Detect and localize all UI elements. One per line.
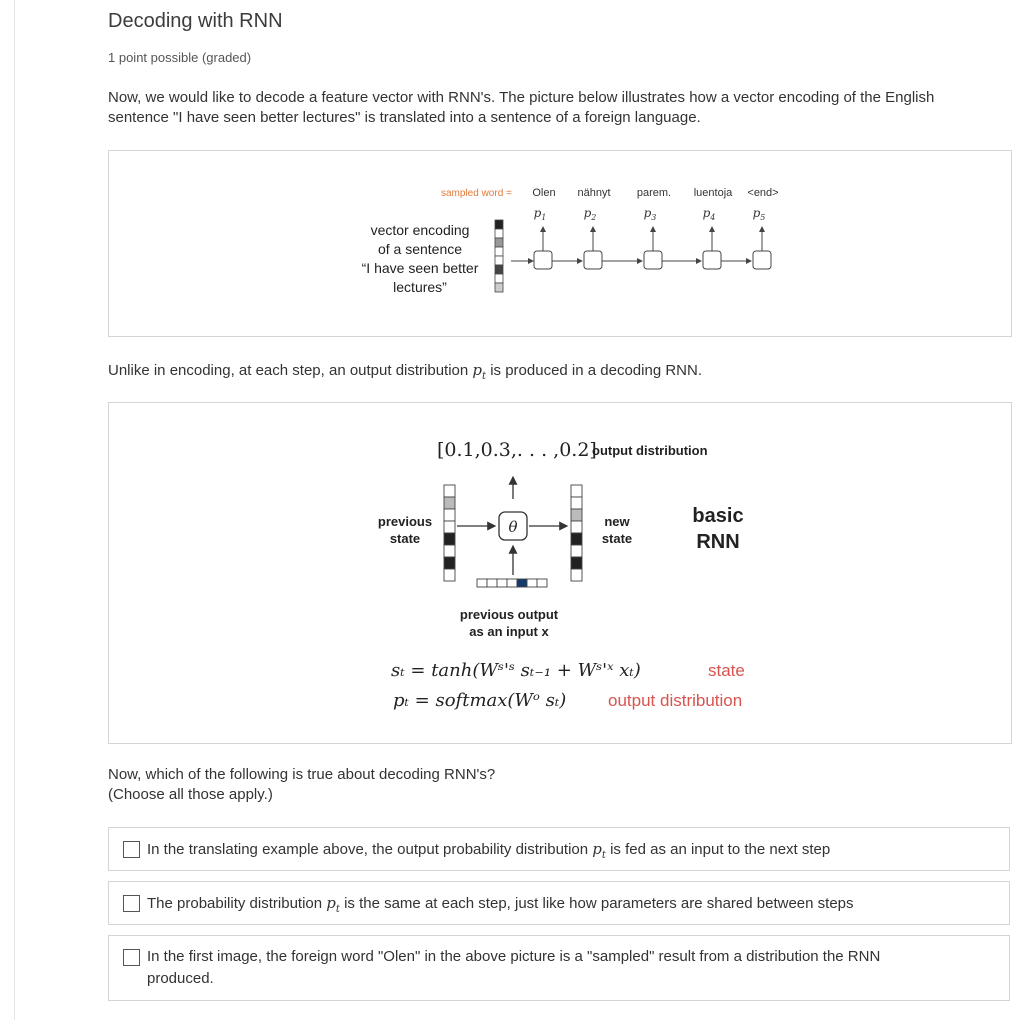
rnn-unit-4 bbox=[703, 251, 721, 269]
intro-line-2: sentence "I have seen better lectures" is translated into a sentence of a foreign language. bbox=[108, 109, 701, 126]
new-state-cell bbox=[571, 509, 582, 521]
input-vector bbox=[477, 579, 547, 587]
choice-1-text-before: In the translating example above, the output probability distribution bbox=[147, 841, 593, 858]
previous-state-cell bbox=[444, 509, 455, 521]
new-state-vector bbox=[571, 485, 582, 581]
figure-decoding-sequence bbox=[108, 150, 1012, 337]
vector-label-line-2: of a sentence bbox=[377, 241, 463, 257]
previous-state-cell bbox=[444, 497, 455, 509]
output-distribution-label: output distribution bbox=[592, 443, 708, 458]
prob-label-3: $p_3$ bbox=[643, 206, 657, 222]
encoding-vector-cell bbox=[495, 283, 503, 292]
choice-1[interactable] bbox=[108, 827, 1010, 871]
sampled-word-label: sampled word = bbox=[441, 188, 512, 199]
choice-2-text-before: The probability distribution bbox=[147, 895, 327, 912]
rnn-unit-5 bbox=[753, 251, 771, 269]
prob-label-1: $p_1$ bbox=[533, 206, 547, 222]
encoding-vector-cell bbox=[495, 265, 503, 274]
previous-state-cell bbox=[444, 569, 455, 581]
choice-2-checkbox[interactable] bbox=[123, 895, 140, 912]
new-state-cell bbox=[571, 497, 582, 509]
state-equation: sₜ = tanh(Wˢ'ˢ sₜ₋₁ + Wˢ'ˣ xₜ) bbox=[391, 660, 641, 681]
vector-encoding-label bbox=[362, 222, 479, 295]
previous-state-cell bbox=[444, 545, 455, 557]
choice-2[interactable] bbox=[108, 881, 1010, 925]
choice-1-var: p bbox=[592, 840, 602, 858]
choice-1-text-after: is fed as an input to the next step bbox=[605, 841, 831, 858]
input-vector-cell bbox=[477, 579, 487, 587]
previous-state-cell bbox=[444, 485, 455, 497]
encoding-vector-cell bbox=[495, 229, 503, 238]
encoding-vector-cell bbox=[495, 220, 503, 229]
state-equation-label: state bbox=[708, 661, 745, 680]
input-vector-cell bbox=[497, 579, 507, 587]
previous-state-cell bbox=[444, 557, 455, 569]
choice-1-checkbox[interactable] bbox=[123, 841, 140, 858]
new-state-cell bbox=[571, 557, 582, 569]
sampled-word-1: Olen bbox=[532, 187, 556, 199]
input-vector-cell bbox=[487, 579, 497, 587]
rnn-unit-2 bbox=[584, 251, 602, 269]
question-line-2: (Choose all those apply.) bbox=[108, 786, 273, 803]
choice-3-text: In the first image, the foreign word "Olen" in the above picture is a "sampled" result from a distribution the RNN produced. bbox=[147, 948, 881, 987]
decoding-sequence-diagram bbox=[109, 151, 1011, 336]
previous-state-cell bbox=[444, 521, 455, 533]
choice-3[interactable] bbox=[108, 935, 1010, 1001]
middle-text-after: is produced in a decoding RNN. bbox=[486, 362, 703, 379]
choice-2-text-after: is the same at each step, just like how parameters are shared between steps bbox=[339, 895, 854, 912]
new-state-cell bbox=[571, 521, 582, 533]
vector-label-line-1: vector encoding bbox=[370, 222, 470, 238]
question-text bbox=[108, 765, 495, 805]
previous-state-line-2: state bbox=[389, 531, 421, 546]
new-state-cell bbox=[571, 545, 582, 557]
intro-line-1: Now, we would like to decode a feature vector with RNN's. The picture below illustrates how a vector encoding of the English bbox=[108, 89, 935, 106]
sampled-word-2: nähnyt bbox=[577, 187, 611, 199]
sampled-word-3: parem. bbox=[636, 187, 672, 199]
new-state-line-2: state bbox=[601, 531, 633, 546]
sampled-word-4: luentoja bbox=[693, 187, 733, 199]
choice-2-sub: t bbox=[335, 904, 340, 915]
basic-rnn-line-2: RNN bbox=[696, 531, 740, 553]
input-vector-cell bbox=[527, 579, 537, 587]
input-vector-cell bbox=[507, 579, 517, 587]
previous-state-line-1: previous bbox=[377, 514, 433, 529]
rnn-unit-1 bbox=[534, 251, 552, 269]
choice-2-var: p bbox=[326, 894, 336, 912]
input-vector-cell bbox=[537, 579, 547, 587]
basic-rnn-line-1: basic bbox=[692, 505, 744, 527]
points-possible: 1 point possible (graded) bbox=[108, 50, 252, 65]
previous-state-vector bbox=[444, 485, 455, 581]
encoding-vector-cell bbox=[495, 274, 503, 283]
intro-paragraph bbox=[108, 88, 934, 128]
middle-var-sub: t bbox=[482, 371, 487, 382]
output-distribution-value: [0.1,0.3,. . . ,0.2] bbox=[437, 439, 597, 461]
rnn-chain bbox=[495, 220, 771, 292]
sampled-word-5: <end> bbox=[747, 187, 779, 199]
encoding-vector-cell bbox=[495, 256, 503, 265]
encoding-vector-cell bbox=[495, 247, 503, 256]
rnn-unit-3 bbox=[644, 251, 662, 269]
choice-3-checkbox[interactable] bbox=[123, 949, 140, 966]
previous-output-line-1: previous output bbox=[459, 607, 559, 622]
content-left-border bbox=[14, 0, 15, 1020]
new-state-line-1: new bbox=[604, 514, 630, 529]
previous-state-cell bbox=[444, 533, 455, 545]
new-state-cell bbox=[571, 485, 582, 497]
output-equation: pₜ = softmax(Wᵒ sₜ) bbox=[393, 690, 567, 711]
middle-text-before: Unlike in encoding, at each step, an output distribution bbox=[108, 362, 473, 379]
prob-label-4: $p_4$ bbox=[702, 206, 716, 222]
vector-label-line-4: lectures” bbox=[393, 279, 447, 295]
question-line-1: Now, which of the following is true about decoding RNN's? bbox=[108, 766, 496, 783]
prob-label-2: $p_2$ bbox=[583, 206, 597, 222]
problem-title: Decoding with RNN bbox=[108, 10, 283, 32]
input-vector-cell bbox=[517, 579, 527, 587]
sampled-words bbox=[532, 187, 778, 199]
middle-var-p: p bbox=[472, 361, 483, 379]
figure-basic-rnn bbox=[108, 402, 1012, 744]
choice-1-sub: t bbox=[601, 850, 606, 861]
probability-labels bbox=[534, 206, 766, 222]
previous-output-line-2: as an input x bbox=[469, 624, 549, 639]
output-equation-label: output distribution bbox=[608, 691, 743, 710]
new-state-cell bbox=[571, 569, 582, 581]
encoding-vector-cell bbox=[495, 238, 503, 247]
basic-rnn-diagram bbox=[109, 403, 1011, 743]
vector-label-line-3: “I have seen better bbox=[361, 260, 479, 276]
theta-symbol: θ bbox=[508, 518, 518, 536]
new-state-cell bbox=[571, 533, 582, 545]
middle-paragraph bbox=[108, 360, 702, 387]
prob-label-5: $p_5$ bbox=[752, 206, 766, 222]
